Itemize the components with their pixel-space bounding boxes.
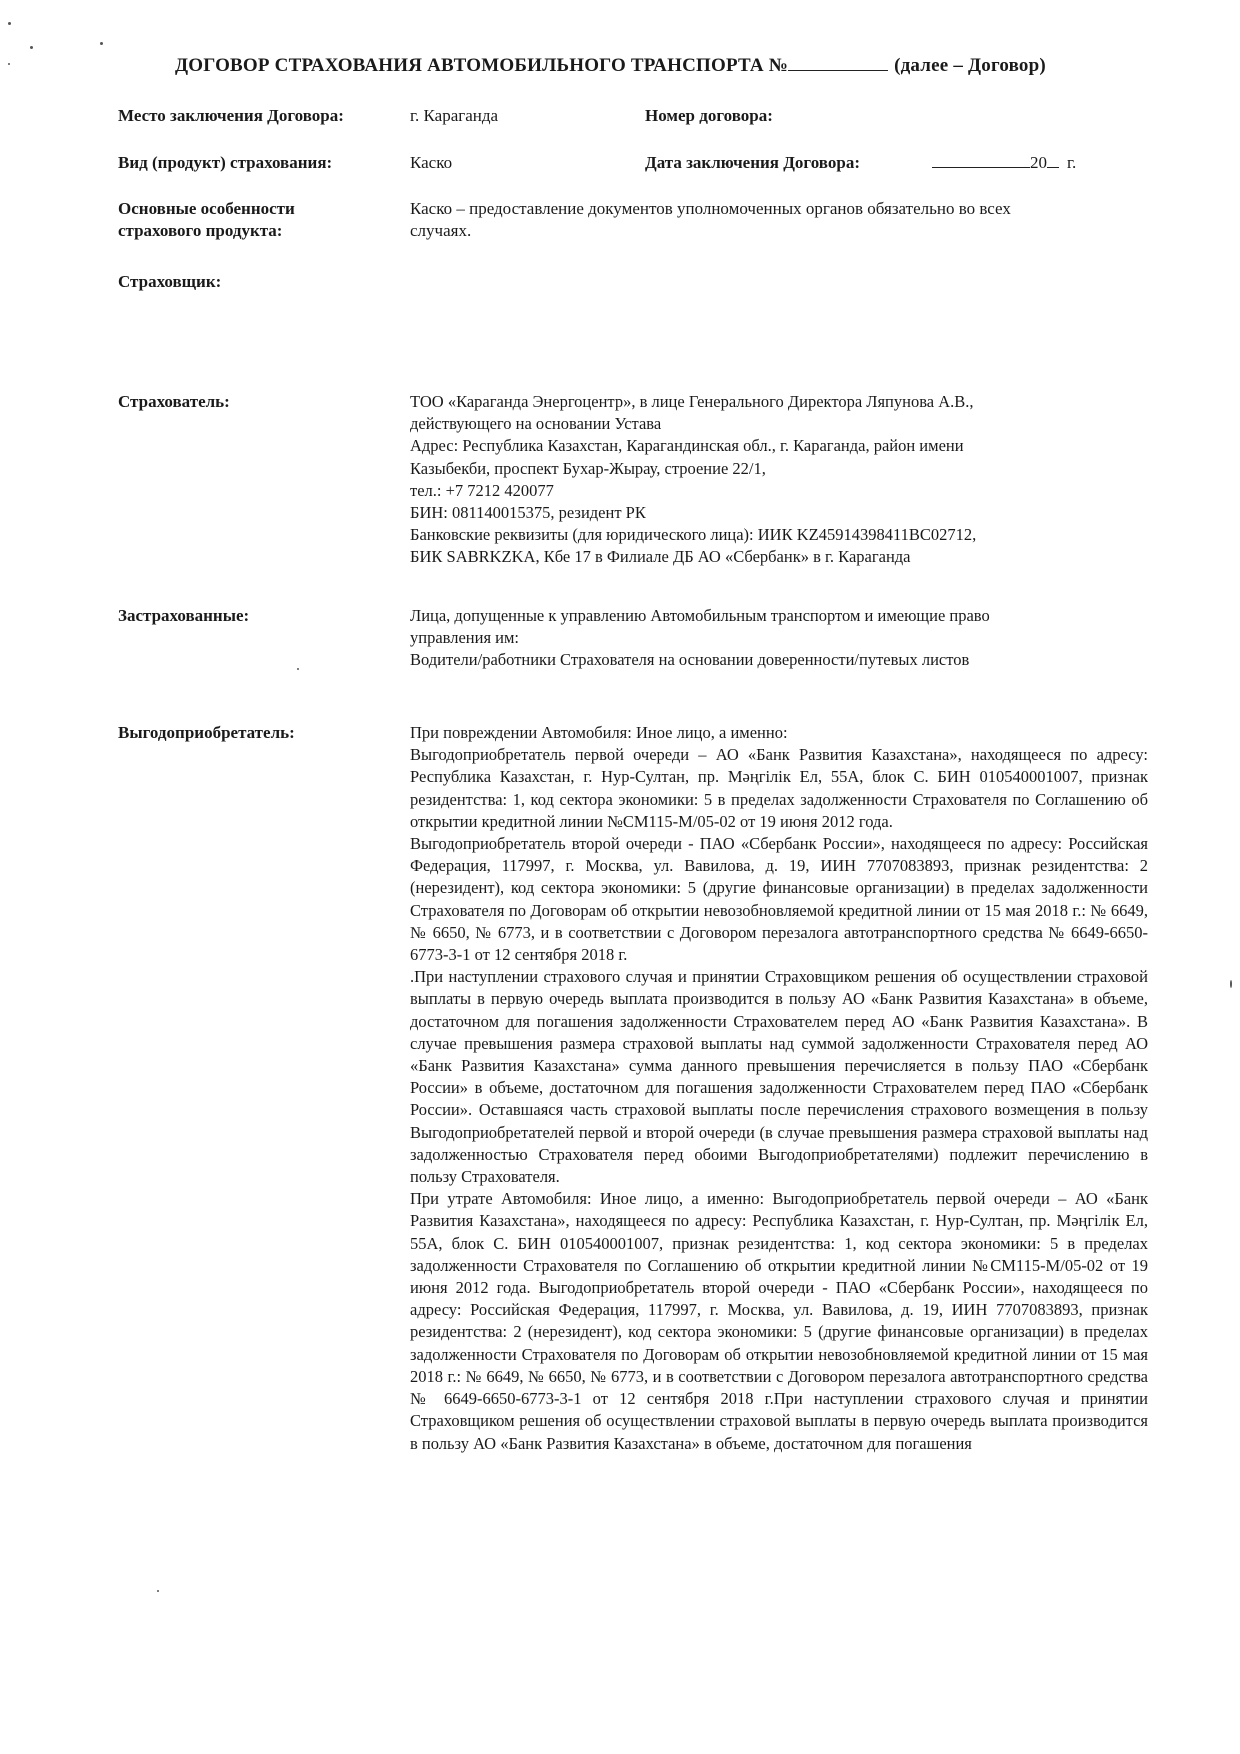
beneficiary-paragraph: Выгодоприобретатель второй очереди - ПАО «Сбербанк России», находящееся по адресу: Российская Федерация, 117997, г. Москва, ул. Вавилова, д. 19, ИИН 7707083893, признак резидентства: 2 (нерезидент), код сектора экономики: 5 (другие финансовые организации) в пределах задолженности Страхователя по Договорам об открытии невозобновляемой кредитной линии от 15 мая 2018 г.: № 6649, № 6650, № 6773, и в соответствии с Договором перезалога автотранспортного средства № 6649-6650-6773-3-1 от 12 сентября 2018 г. bbox=[410, 834, 1148, 965]
product-features-label bbox=[118, 198, 295, 242]
scan-speck bbox=[100, 42, 103, 45]
title-text: ДОГОВОР СТРАХОВАНИЯ АВТОМОБИЛЬНОГО ТРАНСПОРТА № bbox=[175, 55, 789, 76]
insured-label: Застрахованные: bbox=[118, 606, 250, 625]
product-features-value bbox=[410, 198, 1011, 242]
scan-speck bbox=[157, 1590, 159, 1592]
scan-speck bbox=[30, 46, 33, 49]
insurance-type-label: Вид (продукт) страхования: bbox=[118, 153, 333, 172]
insurer-label: Страховщик: bbox=[118, 272, 222, 291]
contract-number-label: Номер договора: bbox=[645, 106, 773, 125]
title-suffix: (далее – Договор) bbox=[894, 55, 1046, 76]
contract-number-blank bbox=[788, 56, 888, 71]
insurance-type-value: Каско bbox=[410, 153, 453, 172]
scan-speck bbox=[8, 22, 11, 25]
beneficiary-intro: При повреждении Автомобиля: Иное лицо, а именно: bbox=[410, 723, 788, 742]
scan-speck bbox=[1230, 980, 1232, 988]
insured-line: Лица, допущенные к управлению Автомобильным транспортом и имеющие право bbox=[410, 606, 990, 625]
date-year: 20 bbox=[1030, 153, 1047, 172]
document-title bbox=[175, 55, 1135, 77]
product-features-line: Каско – предоставление документов уполномоченных органов обязательно во всех bbox=[410, 199, 1011, 218]
beneficiary-label: Выгодоприобретатель: bbox=[118, 723, 295, 742]
policyholder-label: Страхователь: bbox=[118, 392, 230, 411]
date-suffix: г. bbox=[1067, 153, 1077, 172]
product-features-label-line: страхового продукта: bbox=[118, 221, 283, 240]
date-year-blank bbox=[1047, 153, 1059, 168]
insured-details bbox=[410, 605, 1148, 672]
policyholder-line: Банковские реквизиты (для юридического лица): ИИК KZ45914398411BC02712, bbox=[410, 525, 977, 545]
policyholder-line: Адрес: Республика Казахстан, Карагандинская обл., г. Караганда, район имени bbox=[410, 436, 964, 456]
policyholder-line: действующего на основании Устава bbox=[410, 414, 662, 434]
place-label: Место заключения Договора: bbox=[118, 106, 344, 125]
policyholder-line: Казыбекби, проспект Бухар-Жырау, строение 22/1, bbox=[410, 458, 766, 478]
policyholder-line: БИН: 081140015375, резидент РК bbox=[410, 503, 646, 523]
insured-line: Водители/работники Страхователя на основании доверенности/путевых листов bbox=[410, 650, 970, 670]
beneficiary-paragraph: .При наступлении страхового случая и принятии Страховщиком решения об осуществлении страховой выплаты в первую очередь выплата производится в пользу АО «Банк Развития Казахстана» в объеме, достаточном для погашения задолженности Страхователем перед АО «Банк Развития Казахстана». В случае превышения размера страховой выплаты над суммой задолженности Страхователя перед АО «Банк Развития Казахстана» сумма данного превышения перечисляется в пользу ПАО «Сбербанк России» в объеме, достаточном для погашения задолженности Страхователем перед ПАО «Сбербанк России». Оставшаяся часть страховой выплаты после перечисления страхового возмещения в пользу Выгодоприобретателей первой и второй очереди (в случае превышения размера страховой выплаты над задолженностью Страхователя перед обоими Выгодоприобретателями) подлежит перечислению в пользу Страхователя. bbox=[410, 967, 1148, 1187]
beneficiary-paragraph: Выгодоприобретатель первой очереди – АО «Банк Развития Казахстана», находящееся по адресу: Республика Казахстан, г. Нур-Султан, пр. Мәңгілік Ел, 55А, блок С. БИН 010540001007, признак резидентства: 1, код сектора экономики: 5 в пределах задолженности Страхователя по Соглашению об открытии кредитной линии №СМ115-М/05-02 от 19 июня 2012 года. bbox=[410, 745, 1148, 831]
policyholder-line: ТОО «Караганда Энергоцентр», в лице Генерального Директора Ляпунова А.В., bbox=[410, 392, 974, 411]
contract-date-value bbox=[932, 152, 1076, 174]
product-features-line: случаях. bbox=[410, 221, 472, 240]
beneficiary-details bbox=[410, 722, 1148, 1455]
policyholder-line: тел.: +7 7212 420077 bbox=[410, 480, 554, 500]
product-features-label-line: Основные особенности bbox=[118, 199, 295, 218]
date-day-blank bbox=[932, 153, 1030, 168]
beneficiary-paragraph: При утрате Автомобиля: Иное лицо, а именно: Выгодоприобретатель первой очереди – АО «Банк Развития Казахстана», находящееся по адресу: Республика Казахстан, г. Нур-Султан, пр. Мәңгілік Ел, 55А, блок С. БИН 010540001007, признак резидентства: 1, код сектора экономики: 5 в пределах задолженности Страхователя по Соглашению об открытии кредитной линии №СМ115-М/05-02 от 19 июня 2012 года. Выгодоприобретатель второй очереди - ПАО «Сбербанк России», находящееся по адресу: Российская Федерация, 117997, г. Москва, ул. Вавилова, д. 19, ИИН 7707083893, признак резидентства: 2 (нерезидент), код сектора экономики: 5 (другие финансовые организации) в пределах задолженности Страхователя по Договорам об открытии невозобновляемой кредитной линии от 15 мая 2018 г.: № 6649, № 6650, № 6773, и в соответствии с Договором перезалога автотранспортного средства № 6649-6650-6773-3-1 от 12 сентября 2018 г.При наступлении страхового случая и принятии Страховщиком решения об осуществлении страховой выплаты в первую очередь выплата производится в пользу АО «Банк Развития Казахстана» в объеме, достаточном для погашения bbox=[410, 1189, 1148, 1453]
scan-speck bbox=[297, 668, 299, 670]
policyholder-line: БИК SABRKZKA, Кбе 17 в Филиале ДБ АО «Сбербанк» в г. Караганда bbox=[410, 547, 911, 567]
contract-date-label: Дата заключения Договора: bbox=[645, 153, 860, 172]
scan-speck bbox=[8, 63, 10, 65]
policyholder-details bbox=[410, 391, 1148, 569]
insured-line: управления им: bbox=[410, 628, 520, 648]
place-value: г. Караганда bbox=[410, 106, 499, 125]
